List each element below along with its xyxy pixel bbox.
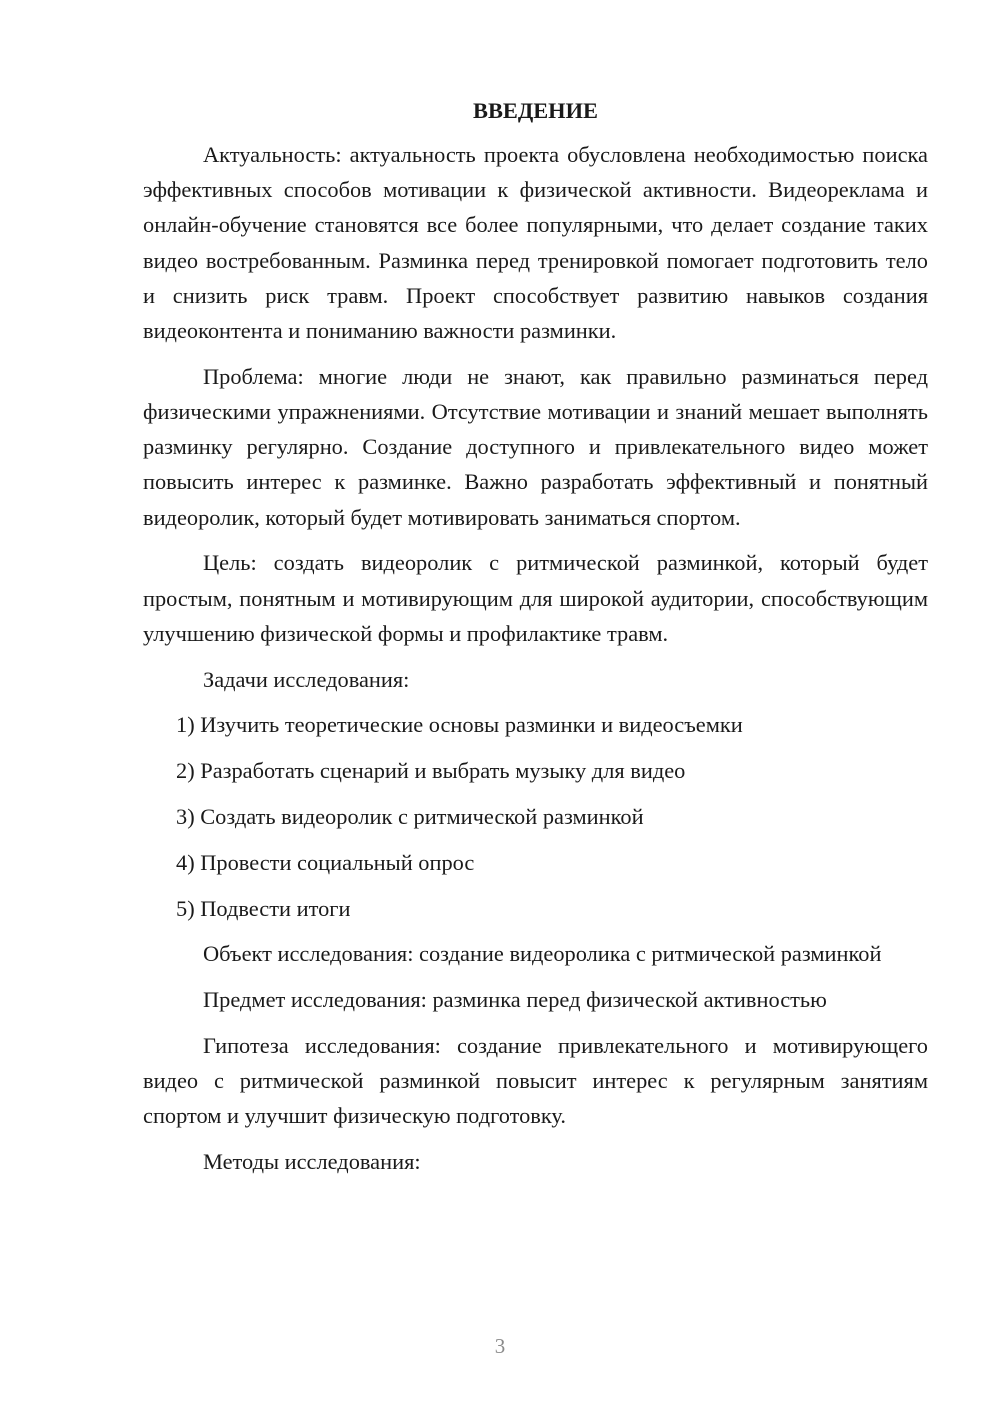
list-item: 1) Изучить теоретические основы разминки и видеосъемки xyxy=(176,712,743,738)
methods-heading: Методы исследования: xyxy=(203,1149,421,1175)
page-number: 3 xyxy=(494,1334,506,1358)
section-title: ВВЕДЕНИЕ xyxy=(473,98,598,123)
paragraph-subject: Предмет исследования: разминка перед физической активностью xyxy=(203,987,827,1013)
list-item: 5) Подвести итоги xyxy=(176,895,351,921)
tasks-list xyxy=(143,707,928,925)
paragraph-hypothesis: Гипотеза исследования: создание привлекательного и мотивирующего видео с ритмической разминкой повысит интерес к регулярным занятиям спортом и улучшит физическую подготовку. xyxy=(143,1033,928,1129)
paragraph-object: Объект исследования: создание видеоролика с ритмической разминкой xyxy=(203,941,882,967)
paragraph-problem: Проблема: многие люди не знают, как правильно разминаться перед физическими упражнениями. Отсутствие мотивации и знаний мешает выполнять разминку регулярно. Создание доступного и привлекательного видео может повысить интерес к разминке. Важно разработать эффективный и понятный видеоролик, который будет мотивировать заниматься спортом. xyxy=(143,363,928,530)
paragraph-goal: Цель: создать видеоролик с ритмической разминкой, который будет простым, понятным и мотивирующим для широкой аудитории, способствующим улучшению физической формы и профилактике травм. xyxy=(143,550,928,646)
paragraph-relevance: Актуальность: актуальность проекта обусловлена необходимостью поиска эффективных способов мотивации к физической активности. Видеореклама и онлайн-обучение становятся все более популярными, что делает создание таких видео востребованным. Разминка перед тренировкой помогает подготовить тело и снизить риск травм. Проект способствует развитию навыков создания видеоконтента и пониманию важности разминки. xyxy=(143,142,928,344)
tasks-heading: Задачи исследования: xyxy=(203,666,410,692)
list-item: 2) Разработать сценарий и выбрать музыку для видео xyxy=(176,758,686,784)
document-page xyxy=(143,95,928,1190)
list-item: 4) Провести социальный опрос xyxy=(176,849,475,875)
list-item: 3) Создать видеоролик с ритмической разминкой xyxy=(176,804,644,830)
